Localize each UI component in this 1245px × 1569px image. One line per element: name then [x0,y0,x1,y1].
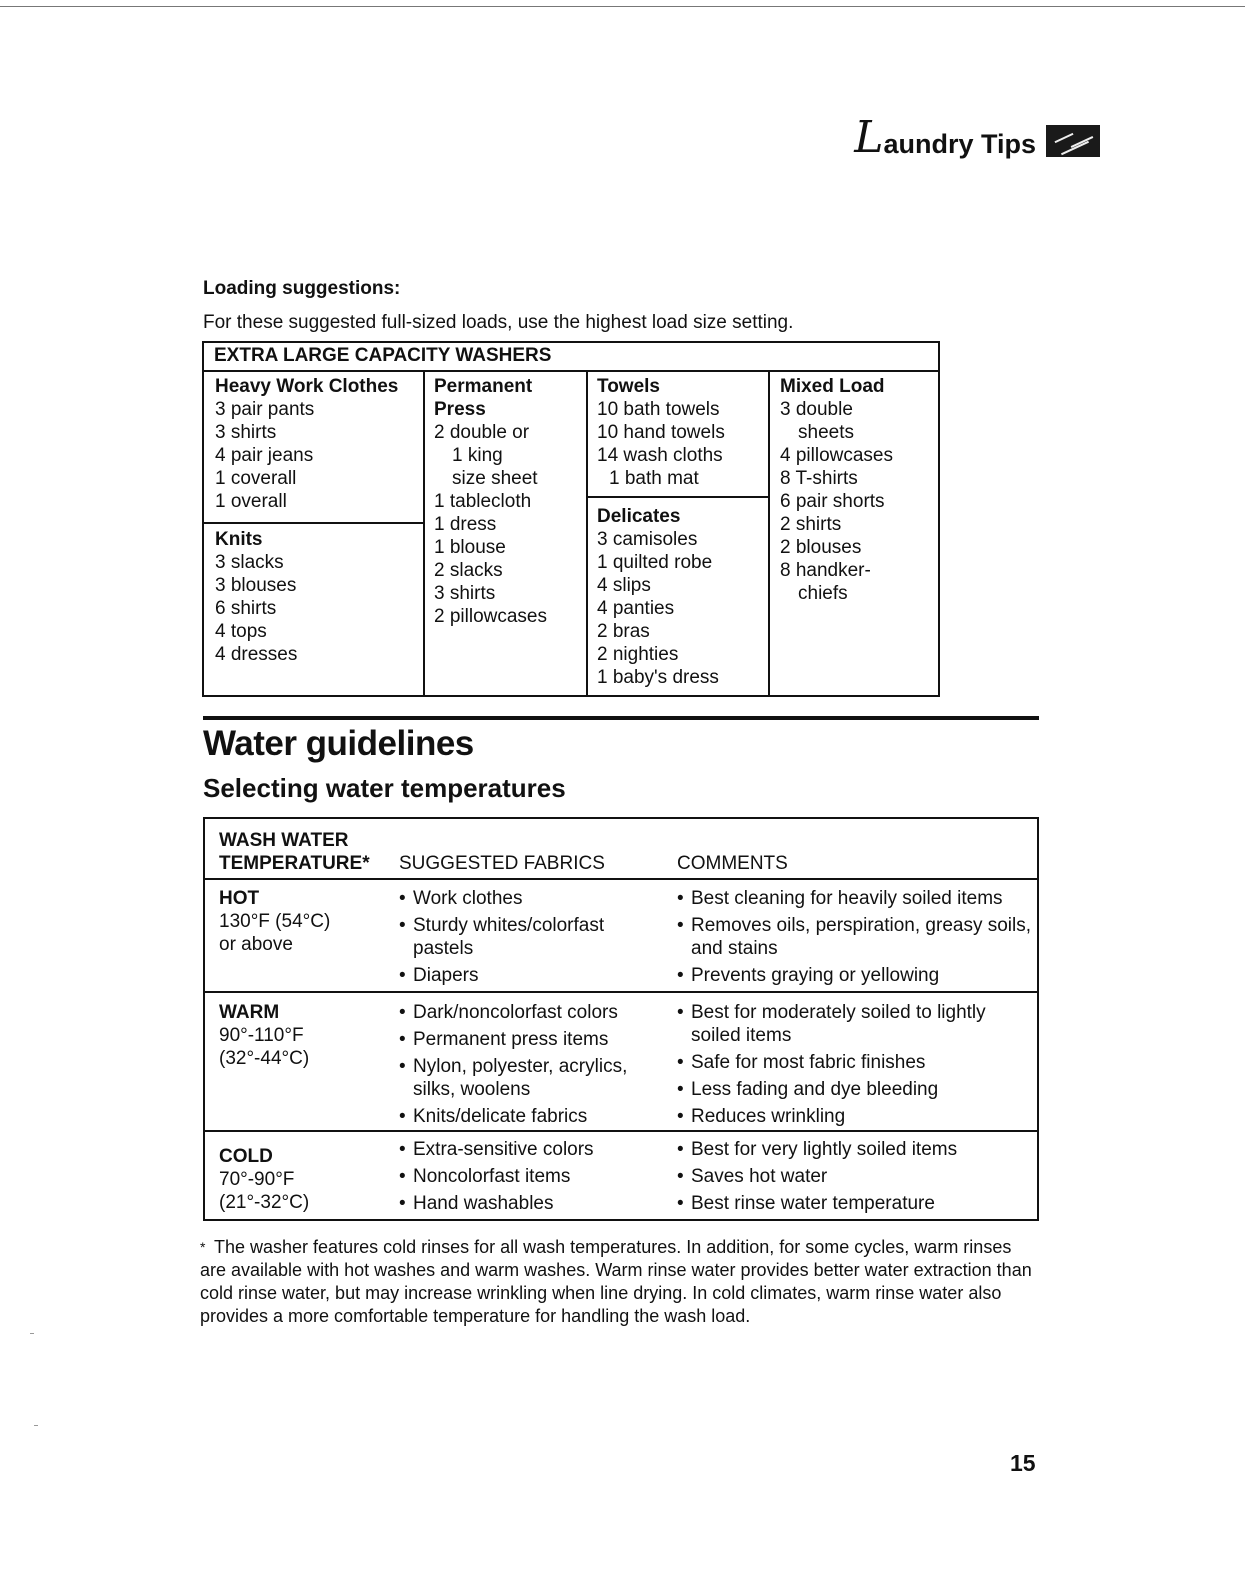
section-header [854,112,1100,163]
list-item: 3 double [780,399,853,420]
header-temperature-line: TEMPERATURE* [219,853,370,874]
capacity-table-heading: EXTRA LARGE CAPACITY WASHERS [214,345,552,366]
cell-title: Heavy Work Clothes [215,376,399,397]
temperature-name: COLD [219,1146,273,1167]
temperature-range: (32°-44°C) [219,1048,310,1069]
list-item: 1 blouse [434,537,506,558]
list-item: • Saves hot water [677,1165,1032,1188]
list-item: • Best rinse water temperature [677,1192,1032,1215]
list-item: 10 bath towels [597,399,720,420]
permanent-press-cell [434,375,547,628]
list-item: 4 slips [597,575,651,596]
header-temperature-line: WASH WATER [219,830,349,851]
list-item: 1 king [452,445,503,466]
warm-fabrics-cell [399,1001,659,1132]
footnote-mark: * [200,1239,206,1255]
list-item: • Removes oils, perspiration, greasy soils, and stains [677,914,1032,960]
header-fabrics: SUGGESTED FABRICS [399,853,605,874]
list-item: 1 coverall [215,468,297,489]
table-divider [205,878,1037,880]
header-initial: L [854,112,884,163]
list-item: • Prevents graying or yellowing [677,964,1032,987]
list-item: size sheet [452,468,538,489]
laundry-tips-logo-icon [1046,125,1100,157]
list-item: 1 bath mat [609,468,699,489]
temperature-range: 130°F (54°C) [219,911,331,932]
cell-title: Mixed Load [780,376,885,397]
list-item: 1 tablecloth [434,491,532,512]
list-item: 3 blouses [215,575,297,596]
temperature-footnote [200,1236,1040,1328]
section-rule [203,716,1039,720]
list-item: • Permanent press items [399,1028,659,1051]
temperature-range: or above [219,934,293,955]
list-item: 10 hand towels [597,422,725,443]
table-divider [586,370,588,695]
temperature-name: WARM [219,1002,280,1023]
header-title: aundry Tips [883,129,1036,160]
loading-suggestions-intro: For these suggested full-sized loads, use the highest load size setting. [203,312,794,333]
cold-fabrics-cell [399,1138,659,1219]
list-item: 2 nighties [597,644,679,665]
list-item: 4 panties [597,598,675,619]
list-item: 2 bras [597,621,650,642]
cell-title: Delicates [597,506,681,527]
warm-comments-cell [677,1001,1032,1132]
cold-comments-cell [677,1138,1032,1219]
hot-temperature-cell [219,887,330,956]
list-item: chiefs [798,583,848,604]
list-item: 2 blouses [780,537,862,558]
list-item: 4 tops [215,621,267,642]
list-item: • Best cleaning for heavily soiled items [677,887,1032,910]
water-guidelines-title: Water guidelines [203,724,474,763]
list-item: • Noncolorfast items [399,1165,659,1188]
table-divider [586,496,768,498]
list-item: 14 wash cloths [597,445,723,466]
list-item: • Extra-sensitive colors [399,1138,659,1161]
list-item: 1 dress [434,514,497,535]
header-temperature [219,829,370,875]
list-item: 4 pair jeans [215,445,314,466]
list-item: 2 double or [434,422,530,443]
loading-suggestions-title: Loading suggestions: [203,278,401,299]
list-item: 1 baby's dress [597,667,719,688]
list-item: 2 pillowcases [434,606,547,627]
list-item: • Reduces wrinkling [677,1105,1032,1128]
list-item: • Sturdy whites/colorfast pastels [399,914,659,960]
list-item: • Work clothes [399,887,659,910]
cell-title: Towels [597,376,660,397]
table-divider [423,370,425,695]
list-item: 3 pair pants [215,399,315,420]
table-divider [204,522,423,524]
hot-comments-cell [677,887,1032,991]
list-item: 6 pair shorts [780,491,885,512]
cell-title: Press [434,399,486,420]
cell-title: Knits [215,529,263,550]
list-item: • Safe for most fabric finishes [677,1051,1032,1074]
water-temperatures-subtitle: Selecting water temperatures [203,773,566,803]
list-item: 3 shirts [215,422,277,443]
capacity-table [202,341,940,697]
list-item: 8 T-shirts [780,468,858,489]
list-item: 3 camisoles [597,529,698,550]
water-temperature-table [203,817,1039,1221]
table-divider [768,370,770,695]
list-item: • Nylon, polyester, acrylics, silks, woolens [399,1055,659,1101]
list-item: • Hand washables [399,1192,659,1215]
list-item: • Best for very lightly soiled items [677,1138,1032,1161]
warm-temperature-cell [219,1001,309,1070]
cell-title: Permanent [434,376,533,397]
temperature-name: HOT [219,888,260,909]
list-item: 3 shirts [434,583,496,604]
knits-cell [215,528,297,666]
footnote-text: The washer features cold rinses for all wash temperatures. In addition, for some cycles, warm rinses are available with hot washes and warm washes. Warm rinse water provides better water extraction than cold rinse water, but may increase wrinkling when line drying. In cold climates, warm rinse water also provides a more comfortable temperature for handling the wash load. [200,1237,1032,1326]
scan-mark [30,1333,34,1334]
list-item: 4 pillowcases [780,445,893,466]
list-item: 4 dresses [215,644,298,665]
hot-fabrics-cell [399,887,659,991]
mixed-load-cell [780,375,893,605]
header-comments: COMMENTS [677,853,788,874]
list-item: 2 shirts [780,514,842,535]
list-item: • Best for moderately soiled to lightly soiled items [677,1001,1032,1047]
list-item: • Less fading and dye bleeding [677,1078,1032,1101]
list-item: • Diapers [399,964,659,987]
list-item: • Dark/noncolorfast colors [399,1001,659,1024]
temperature-range: 90°-110°F [219,1025,304,1046]
cold-temperature-cell [219,1145,309,1214]
towels-cell [597,375,725,490]
temperature-range: 70°-90°F [219,1169,295,1190]
page-number: 15 [1010,1450,1036,1476]
temperature-range: (21°-32°C) [219,1192,310,1213]
list-item: 8 handker- [780,560,871,581]
list-item: 1 quilted robe [597,552,713,573]
list-item: 6 shirts [215,598,277,619]
list-item: sheets [798,422,854,443]
table-divider [205,991,1037,993]
list-item: 1 overall [215,491,287,512]
scan-mark [34,1425,38,1426]
table-divider [205,1130,1037,1132]
list-item: 2 slacks [434,560,503,581]
delicates-cell [597,505,719,689]
table-divider [204,370,938,372]
list-item: 3 slacks [215,552,284,573]
heavy-work-clothes-cell [215,375,398,513]
list-item: • Knits/delicate fabrics [399,1105,659,1128]
top-edge-rule [0,6,1245,7]
